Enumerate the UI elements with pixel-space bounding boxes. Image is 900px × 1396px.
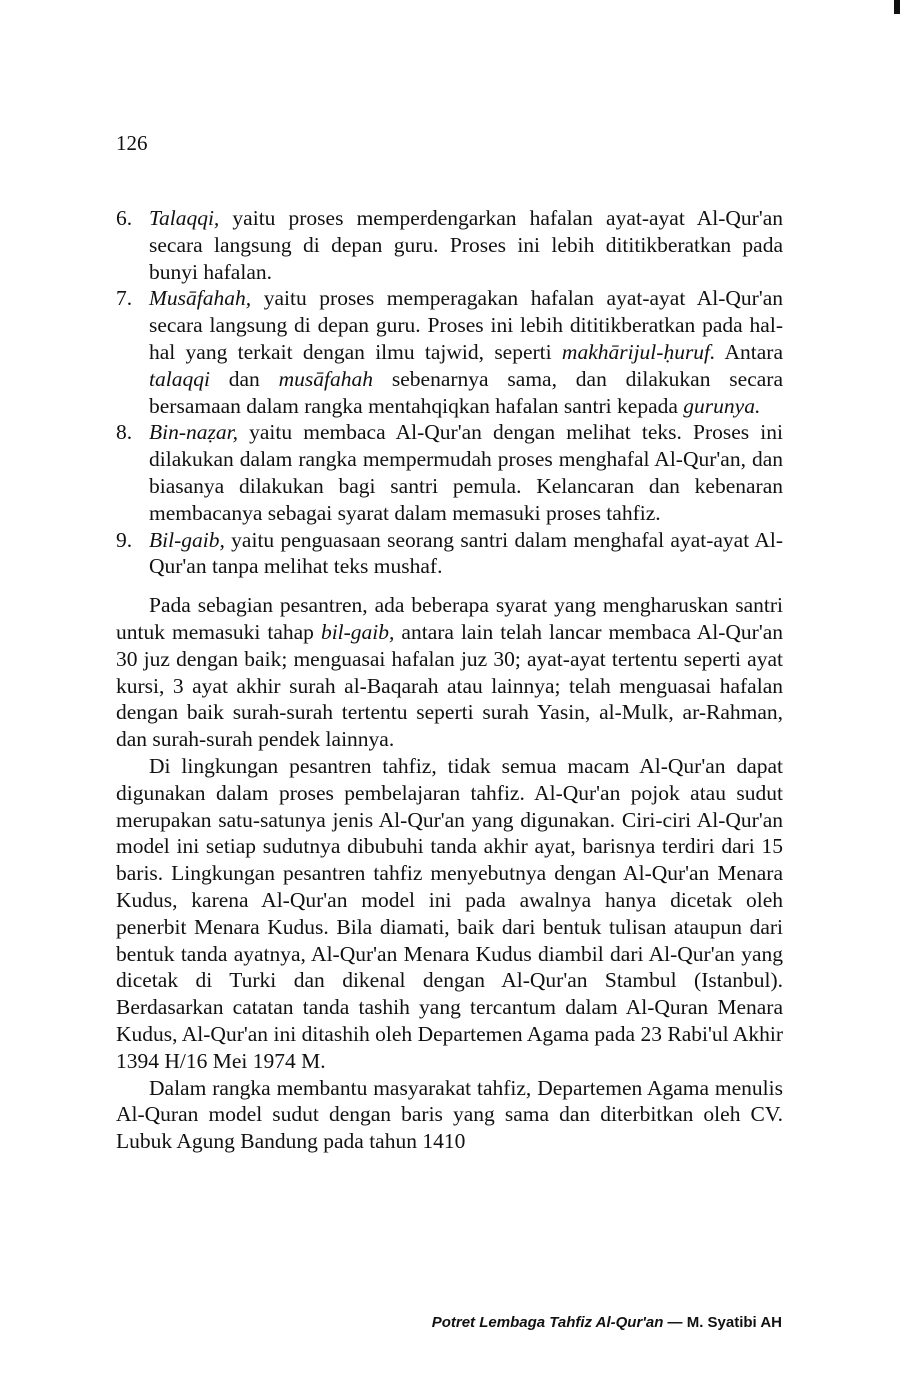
term-bin-nazar: Bin-naẓar, [149, 420, 238, 445]
item-text: sebenarnya sama, dan dilakukan secara bersamaan dalam rangka mentahqiqkan hafalan santri kepada [149, 366, 783, 418]
list-item-6 [116, 205, 783, 285]
term-bil-gaib-inline: bil-gaib, [320, 619, 395, 644]
term-bil-gaib: Bil-gaib, [149, 527, 225, 552]
item-text: yaitu proses memperagakan hafalan ayat-ayat Al-Qur'an secara langsung di depan guru. Proses ini lebih dititikberatkan pada hal-hal yang terkait dengan ilmu tajwid, seperti [149, 286, 783, 364]
paragraph-text: antara lain telah lancar membaca Al-Qur'an 30 juz dengan baik; menguasai hafalan juz 30; ayat-ayat tertentu seperti ayat kursi, 3 ayat akhir surah al-Baqarah atau lainnya; telah menguasai hafalan dengan baik surah-surah tertentu seperti surah Yasin, al-Mulk, ar-Rahman, dan surah-surah pendek lainnya. [116, 619, 783, 752]
item-text: yaitu membaca Al-Qur'an dengan melihat teks. Proses ini dilakukan dalam rangka mempermudah proses menghafal Al-Qur'an, dan biasanya dilakukan bagi santri pemula. Kelancaran dan kebenaran membacanya sebagai syarat dalam memasuki proses tahfiz. [149, 420, 783, 525]
item-text: Antara [715, 339, 784, 364]
item-text: yaitu proses memperdengarkan hafalan ayat-ayat Al-Qur'an secara langsung di depan guru. Proses ini lebih dititikberatkan pada bunyi hafalan. [149, 206, 783, 284]
page-number: 126 [116, 131, 148, 155]
list-item-9 [116, 527, 783, 581]
paragraph-departemen-agama: Dalam rangka membantu masyarakat tahfiz, Departemen Agama menulis Al-Quran model sudut dengan baris yang sama dan diterbitkan oleh CV. Lubuk Agung Bandung pada tahun 1410 [116, 1075, 783, 1154]
item-text: yaitu penguasaan seorang santri dalam menghafal ayat-ayat Al-Qur'an tanpa melihat teks mushaf. [149, 527, 783, 579]
paragraph-text: Pada sebagian pesantren, ada beberapa syarat yang mengharuskan santri untuk memasuki tahap [116, 593, 783, 644]
list-item-8 [116, 419, 783, 526]
item-text: dan [209, 366, 279, 391]
item-number: 9. [116, 527, 133, 552]
term-talaqqi-inline: talaqqi [149, 366, 210, 391]
term-musafahah-inline: musāfahah [278, 366, 374, 391]
running-footer [432, 1313, 782, 1333]
item-number: 7. [116, 286, 133, 311]
body-text [116, 205, 783, 1155]
paragraph-menara-kudus: Di lingkungan pesantren tahfiz, tidak semua macam Al-Qur'an dapat digunakan dalam proses pembelajaran tahfiz. Al-Qur'an pojok atau sudut merupakan satu-satunya jenis Al-Qur'an yang digunakan. Ciri-ciri Al-Qur'an model ini setiap sudutnya dibubuhi tanda akhir ayat, barisnya terdiri dari 15 baris. Lingkungan pesantren tahfiz menyebutnya dengan Al-Qur'an Menara Kudus, karena Al-Qur'an model ini pada awalnya hanya dicetak oleh penerbit Menara Kudus. Bila diamati, baik dari bentuk tulisan ataupun dari bentuk tanda ayatnya, Al-Qur'an Menara Kudus diambil dari Al-Qur'an yang dicetak di Turki dan dikenal dengan Al-Qur'an Stambul (Istanbul). Berdasarkan catatan tanda tashih yang tercantum dalam Al-Quran Menara Kudus, Al-Qur'an ini ditashih oleh Departemen Agama pada 23 Rabi'ul Akhir 1394 H/16 Mei 1974 M. [116, 753, 783, 1073]
numbered-list [116, 205, 783, 580]
page-edge-mark [894, 0, 900, 14]
term-makharijul-huruf: makhārijul-ḥuruf. [561, 339, 716, 364]
list-item-7 [116, 285, 783, 419]
paragraph-requirements [116, 592, 783, 753]
term-gurunya: gurunya. [683, 393, 761, 418]
footer-book-title: Potret Lembaga Tahfiz Al-Qur'an [431, 1314, 664, 1331]
term-musafahah: Musāfahah, [149, 286, 252, 311]
footer-author: — M. Syatibi AH [663, 1314, 782, 1331]
item-number: 6. [116, 206, 133, 230]
term-talaqqi: Talaqqi, [149, 206, 220, 230]
item-number: 8. [116, 420, 133, 445]
